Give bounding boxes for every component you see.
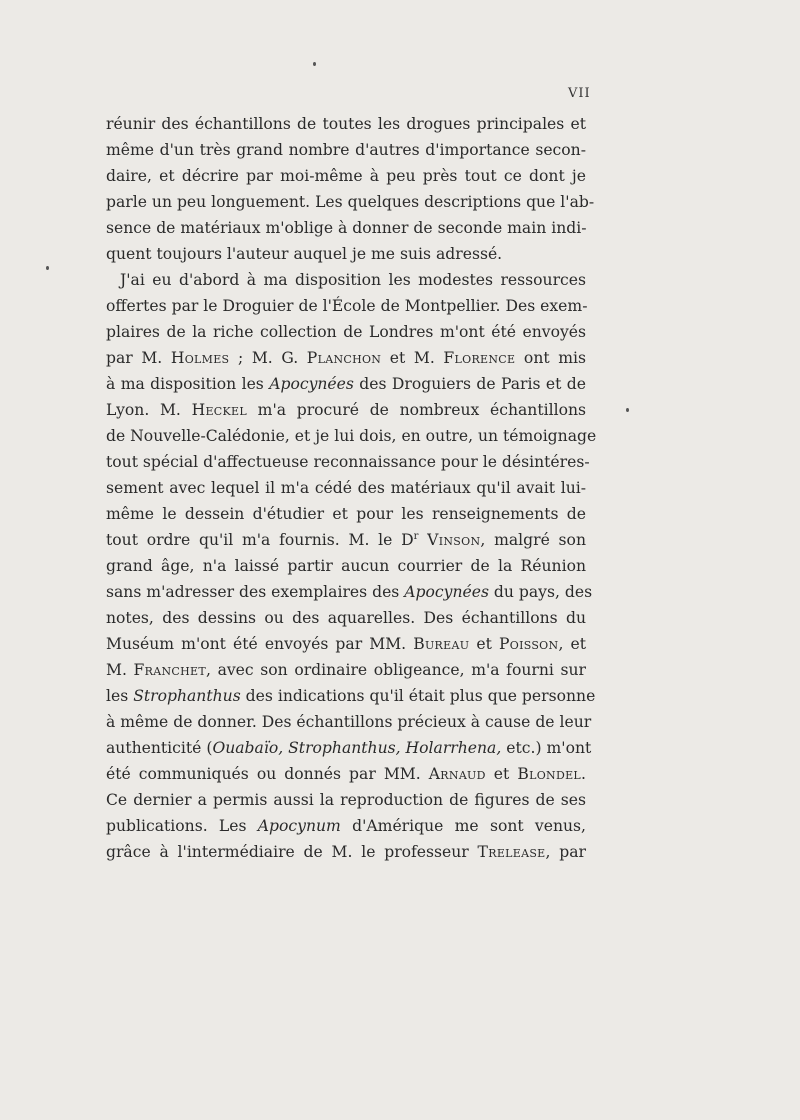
text-line: Muséum m'ont été envoyés par MM. Bureau et Poisson, et	[106, 635, 586, 653]
author-name: Poisson	[498, 635, 559, 653]
text-line: même d'un très grand nombre d'autres d'importance secon-	[106, 141, 586, 159]
author-name: Franchet	[133, 661, 206, 679]
text-line: été communiqués ou donnés par MM. Arnaud et Blondel.	[106, 765, 586, 783]
text-line: tout spécial d'affectueuse reconnaissance pour le désintéres-	[106, 453, 590, 471]
text-line: grand âge, n'a laissé partir aucun courrier de la Réunion	[106, 557, 586, 575]
text-line: publications. Les Apocynum d'Amérique me sont venus,	[106, 817, 586, 835]
text-line: sans m'adresser des exemplaires des Apocynées du pays, des	[106, 583, 593, 601]
taxon-name: Strophanthus	[133, 687, 241, 705]
text-line: offertes par le Droguier de l'École de Montpellier. Des exem-	[106, 297, 588, 315]
text-line: à même de donner. Des échantillons précieux à cause de leur	[106, 713, 592, 731]
author-name: Vinson	[427, 531, 481, 549]
text-line: parle un peu longuement. Les quelques descriptions que l'ab-	[106, 193, 595, 211]
text-line: J'ai eu d'abord à ma disposition les modestes ressources	[120, 271, 586, 289]
author-name: Blondel	[517, 765, 582, 783]
body-text	[106, 111, 597, 865]
text-line: de Nouvelle-Calédonie, et je lui dois, en outre, un témoignage	[106, 427, 597, 445]
text-line: M. Franchet, avec son ordinaire obligeance, m'a fourni sur	[106, 661, 586, 679]
text-line: grâce à l'intermédiaire de M. le professeur Trelease, par	[106, 843, 586, 861]
text-line: daire, et décrire par moi-même à peu près tout ce dont je	[106, 167, 586, 185]
author-name: Florence	[443, 349, 516, 367]
ink-speck	[46, 266, 49, 270]
text-line: tout ordre qu'il m'a fournis. M. le $D^r$ Vinson, malgré son	[106, 530, 586, 549]
author-name: Trelease	[477, 843, 546, 861]
text-line: sement avec lequel il m'a cédé des matériaux qu'il avait lui-	[106, 479, 586, 497]
page-number: VII	[568, 86, 591, 101]
taxon-name: Apocynum	[257, 817, 341, 835]
text-line: authenticité (Ouabaïo, Strophanthus, Holarrhena, etc.) m'ont	[106, 739, 592, 757]
text-line: à ma disposition les Apocynées des Droguiers de Paris et de	[106, 375, 586, 393]
text-line: les Strophanthus des indications qu'il était plus que personne	[106, 687, 596, 705]
text-line: même le dessein d'étudier et pour les renseignements de	[106, 505, 586, 523]
author-name: Heckel	[191, 401, 247, 419]
text-line: Ce dernier a permis aussi la reproduction de figures de ses	[106, 791, 586, 809]
taxon-name: Apocynées	[269, 375, 354, 393]
text-line: Lyon. M. Heckel m'a procuré de nombreux échantillons	[106, 401, 586, 419]
text-line: sence de matériaux m'oblige à donner de seconde main indi-	[106, 219, 587, 237]
text-line: par M. Holmes ; M. G. Planchon et M. Florence ont mis	[106, 349, 586, 367]
author-name: Bureau	[413, 635, 470, 653]
text-line: plaires de la riche collection de Londres m'ont été envoyés	[106, 323, 586, 341]
text-line: réunir des échantillons de toutes les drogues principales et	[106, 115, 586, 133]
ink-speck	[313, 62, 316, 66]
author-name: Holmes	[170, 349, 230, 367]
text-line: notes, des dessins ou des aquarelles. Des échantillons du	[106, 609, 586, 627]
taxon-name: Apocynées	[404, 583, 489, 601]
ink-speck	[626, 408, 629, 412]
author-name: Arnaud	[428, 765, 486, 783]
taxon-name: Ouabaïo, Strophanthus, Holarrhena,	[212, 739, 502, 757]
author-name: Planchon	[306, 349, 382, 367]
text-line: quent toujours l'auteur auquel je me suis adressé.	[106, 245, 503, 263]
